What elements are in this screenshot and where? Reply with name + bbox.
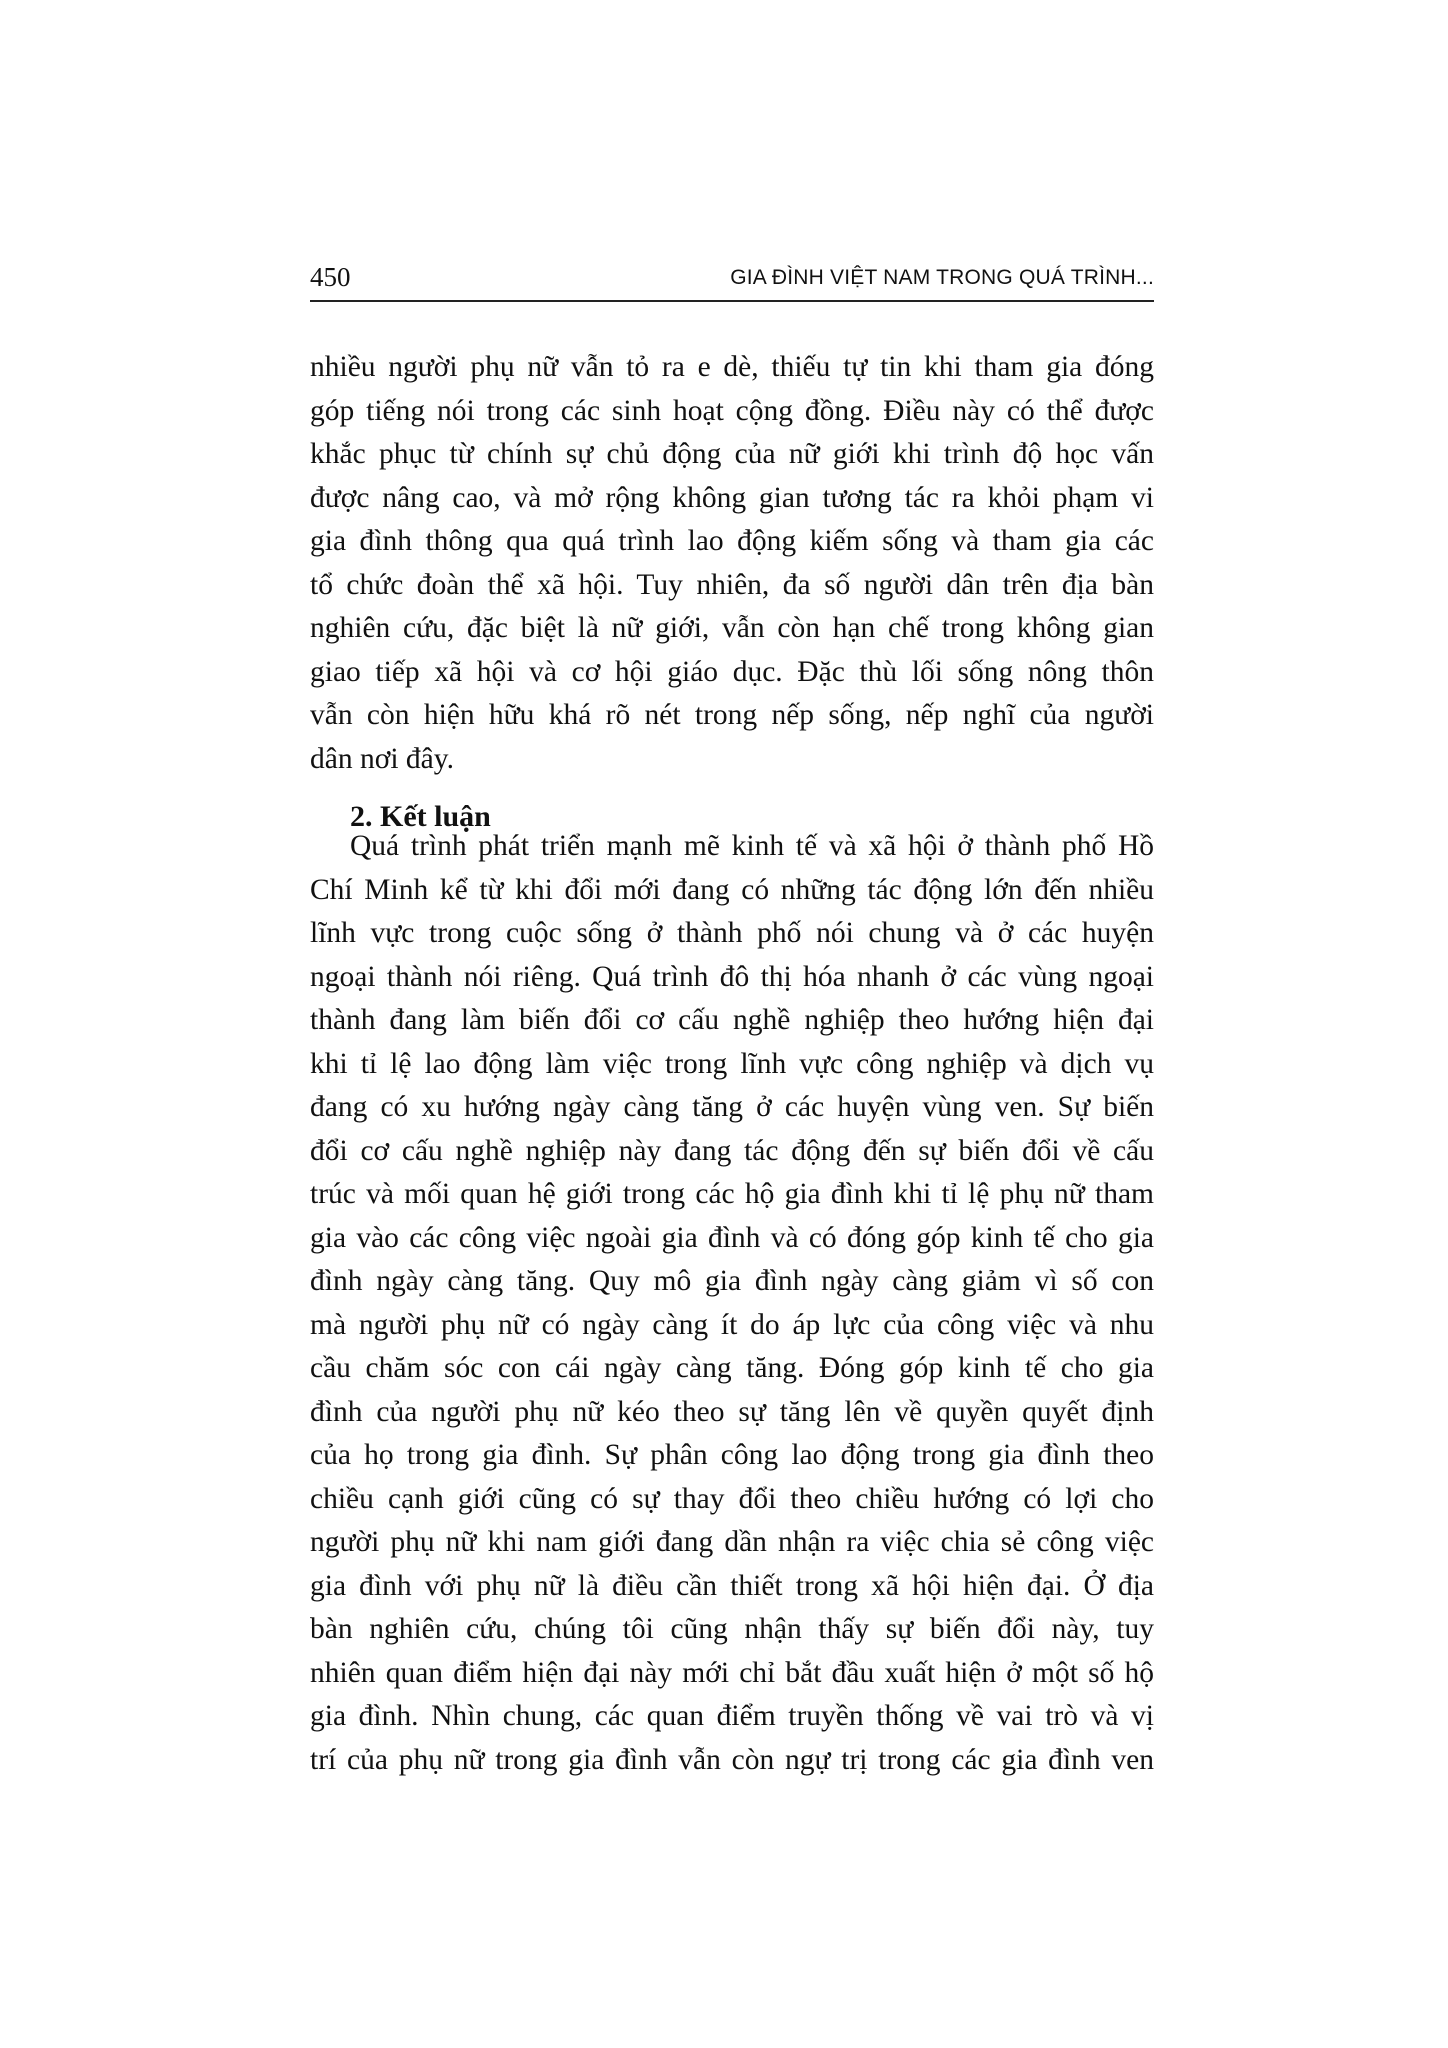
text-line: người phụ nữ khi nam giới đang dần nhận ra việc chia sẻ công việc xyxy=(310,1526,1154,1558)
text-line: nhiều người phụ nữ vẫn tỏ ra e dè, thiếu tự tin khi tham gia đóng xyxy=(310,351,1154,383)
text-line: được nâng cao, và mở rộng không gian tương tác ra khỏi phạm vi xyxy=(310,481,1154,514)
text-line: đổi cơ cấu nghề nghiệp này đang tác động đến sự biến đổi về cấu xyxy=(310,1134,1154,1167)
text-line: của họ trong gia đình. Sự phân công lao động trong gia đình theo xyxy=(310,1439,1154,1471)
running-header xyxy=(310,262,1154,302)
text-line: trúc và mối quan hệ giới trong các hộ gia đình khi tỉ lệ phụ nữ tham xyxy=(310,1178,1154,1210)
text-line: Quá trình phát triển mạnh mẽ kinh tế và xã hội ở thành phố Hồ xyxy=(350,830,1154,862)
text-line: khắc phục từ chính sự chủ động của nữ giới khi trình độ học vấn xyxy=(310,438,1154,470)
text-line: nhiên quan điểm hiện đại này mới chỉ bắt đầu xuất hiện ở một số hộ xyxy=(310,1656,1154,1689)
book-title: GIA ĐÌNH VIỆT NAM TRONG QUÁ TRÌNH... xyxy=(730,266,1154,289)
paragraph-2 xyxy=(310,825,1154,1782)
text-line: lĩnh vực trong cuộc sống ở thành phố nói chung và ở các huyện xyxy=(310,917,1154,949)
text-line: cầu chăm sóc con cái ngày càng tăng. Đóng góp kinh tế cho gia xyxy=(310,1352,1154,1384)
text-line: gia đình. Nhìn chung, các quan điểm truyền thống về vai trò và vị xyxy=(310,1700,1154,1732)
text-line: đình ngày càng tăng. Quy mô gia đình ngày càng giảm vì số con xyxy=(310,1265,1154,1297)
text-line: giao tiếp xã hội và cơ hội giáo dục. Đặc thù lối sống nông thôn xyxy=(310,655,1154,688)
text-line: đang có xu hướng ngày càng tăng ở các huyện vùng ven. Sự biến xyxy=(310,1091,1154,1123)
text-line: nghiên cứu, đặc biệt là nữ giới, vẫn còn hạn chế trong không gian xyxy=(310,612,1154,644)
page-number: 450 xyxy=(310,262,351,292)
text-line: gia vào các công việc ngoài gia đình và có đóng góp kinh tế cho gia xyxy=(310,1221,1154,1254)
text-line: mà người phụ nữ có ngày càng ít do áp lực của công việc và nhu xyxy=(310,1308,1154,1341)
section-heading: 2. Kết luận xyxy=(350,799,491,833)
text-line: đình của người phụ nữ kéo theo sự tăng lên về quyền quyết định xyxy=(310,1395,1154,1428)
text-line: trí của phụ nữ trong gia đình vẫn còn ngự trị trong các gia đình ven xyxy=(310,1743,1154,1776)
text-line: gia đình với phụ nữ là điều cần thiết trong xã hội hiện đại. Ở địa xyxy=(310,1569,1154,1602)
text-line: bàn nghiên cứu, chúng tôi cũng nhận thấy sự biến đổi này, tuy xyxy=(310,1613,1154,1645)
text-line: gia đình thông qua quá trình lao động kiếm sống và tham gia các xyxy=(310,525,1154,557)
text-line: tổ chức đoàn thể xã hội. Tuy nhiên, đa số người dân trên địa bàn xyxy=(310,568,1154,601)
text-line: dân nơi đây. xyxy=(310,742,454,775)
text-line: vẫn còn hiện hữu khá rõ nét trong nếp sống, nếp nghĩ của người xyxy=(310,699,1154,731)
text-line: thành đang làm biến đổi cơ cấu nghề nghiệp theo hướng hiện đại xyxy=(310,1004,1154,1036)
text-line: ngoại thành nói riêng. Quá trình đô thị hóa nhanh ở các vùng ngoại xyxy=(310,960,1154,993)
text-line: chiều cạnh giới cũng có sự thay đổi theo chiều hướng có lợi cho xyxy=(310,1482,1154,1515)
paragraph-1 xyxy=(310,346,1154,781)
text-line: khi tỉ lệ lao động làm việc trong lĩnh vực công nghiệp và dịch vụ xyxy=(310,1047,1154,1080)
text-line: góp tiếng nói trong các sinh hoạt cộng đồng. Điều này có thể được xyxy=(310,394,1154,427)
text-line: Chí Minh kể từ khi đổi mới đang có những tác động lớn đến nhiều xyxy=(310,873,1154,906)
